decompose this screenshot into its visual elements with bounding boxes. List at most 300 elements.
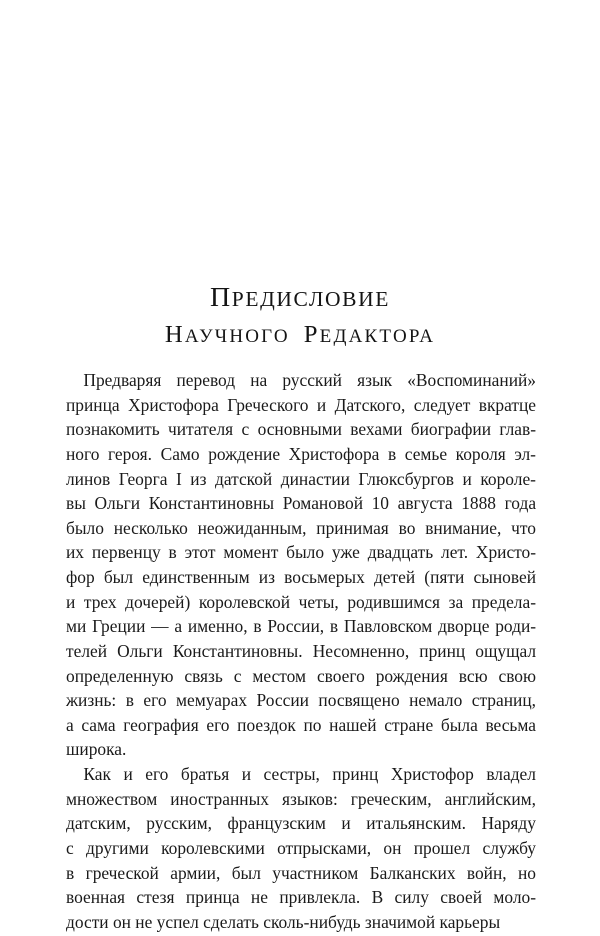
heading-initial-n: Н <box>164 321 185 348</box>
heading-space <box>290 326 304 347</box>
word-gap <box>296 713 304 738</box>
word: Греческого <box>227 394 309 415</box>
word-gap <box>111 762 124 787</box>
text-line <box>66 688 536 713</box>
word-gap <box>175 885 186 910</box>
word-gap <box>272 467 281 492</box>
word: принц <box>332 764 379 784</box>
text-line <box>66 393 536 418</box>
word: стране <box>384 714 434 735</box>
paragraph-2 <box>66 762 536 934</box>
word: родившимся <box>347 591 440 612</box>
word: военная <box>66 887 126 908</box>
word: королевской <box>198 591 291 612</box>
word-gap <box>402 417 410 442</box>
word: принца <box>185 887 240 908</box>
word: момент <box>223 542 279 563</box>
word-gap <box>371 836 383 861</box>
word: Как <box>83 764 111 784</box>
word: ощущал <box>475 640 537 661</box>
word-gap <box>363 491 372 516</box>
word: во <box>398 517 416 538</box>
word: 10 <box>371 493 389 514</box>
text-line <box>66 540 536 565</box>
word-gap <box>261 861 272 886</box>
word-gap <box>389 516 399 541</box>
word-gap <box>95 565 104 590</box>
word-gap <box>104 516 114 541</box>
word: основными <box>257 419 342 440</box>
word: язык <box>357 370 393 390</box>
word: несколько <box>113 517 188 538</box>
word: участником <box>272 862 359 883</box>
word: по <box>303 714 322 735</box>
word: телей <box>66 640 108 661</box>
word: Несомненно, <box>312 640 410 661</box>
text-line <box>66 516 536 541</box>
word-gap <box>125 885 136 910</box>
word-gap <box>448 664 459 689</box>
word: английским, <box>444 788 537 809</box>
word: этот <box>184 542 216 563</box>
word: датским, <box>66 813 131 834</box>
word-gap <box>230 713 238 738</box>
word: своего <box>316 665 365 686</box>
word-gap <box>401 836 413 861</box>
word: Константиновны. <box>172 640 303 661</box>
word: В <box>371 887 384 908</box>
word-gap <box>250 565 259 590</box>
word: Само <box>160 443 200 464</box>
text-line <box>66 885 536 910</box>
word-gap <box>324 540 332 565</box>
word-gap <box>482 885 493 910</box>
text-line <box>66 762 536 787</box>
word-gap <box>240 885 251 910</box>
heading-rest-redaktora: ЕДАКТОРА <box>319 326 436 347</box>
word-gap <box>268 885 279 910</box>
word-gap <box>280 442 289 467</box>
word-gap <box>219 393 227 418</box>
word: в <box>329 616 339 637</box>
word: моло- <box>493 887 537 908</box>
word-gap <box>131 811 147 836</box>
word: Христофора <box>288 443 380 464</box>
word: но <box>517 862 536 883</box>
word-gap <box>342 417 350 442</box>
word-gap <box>267 368 282 393</box>
word: Христо- <box>475 542 537 563</box>
word: Ольги <box>117 640 163 661</box>
word-gap <box>378 762 391 787</box>
word: греческой <box>85 862 159 883</box>
text-line <box>66 614 536 639</box>
word: местом <box>252 665 307 686</box>
word: прошел <box>413 837 471 858</box>
word-gap <box>377 713 385 738</box>
word: жизнь: <box>66 690 117 711</box>
word: династии <box>280 468 350 489</box>
word-gap <box>107 639 117 664</box>
word: России <box>256 690 309 711</box>
word: было <box>66 517 104 538</box>
word: в <box>387 443 397 464</box>
word-gap <box>251 762 264 787</box>
word: Балканских <box>369 862 456 883</box>
word-gap <box>117 590 126 615</box>
word: отпрысками, <box>277 837 372 858</box>
word: королевскими <box>161 837 265 858</box>
word: в <box>66 862 75 883</box>
word: фор <box>66 567 95 587</box>
word-gap <box>206 467 215 492</box>
text-line: широка. <box>66 739 127 760</box>
word-gap <box>429 885 440 910</box>
word: владел <box>486 764 536 784</box>
word: их <box>66 542 85 563</box>
word-gap <box>496 491 505 516</box>
word-gap <box>134 688 143 713</box>
word-gap <box>265 836 277 861</box>
word-gap <box>74 861 85 886</box>
word-gap <box>338 787 351 812</box>
word-gap <box>350 467 359 492</box>
word-gap <box>463 590 472 615</box>
word-gap <box>303 639 313 664</box>
heading-rest-nauchnogo: АУЧНОГО <box>184 326 290 347</box>
line-indent <box>66 762 83 787</box>
word: всю <box>458 665 488 686</box>
word-gap <box>274 491 283 516</box>
word: роди- <box>495 616 537 637</box>
word-gap <box>309 688 318 713</box>
word-gap <box>433 540 441 565</box>
word: русским, <box>146 813 212 834</box>
word-gap <box>200 442 209 467</box>
word-gap <box>74 836 86 861</box>
word: и <box>66 591 76 612</box>
word: рождения <box>375 665 448 686</box>
word: было <box>286 542 325 563</box>
word-gap <box>229 762 242 787</box>
word: с <box>233 665 242 686</box>
word-gap <box>447 442 456 467</box>
word-gap <box>84 540 92 565</box>
word-gap <box>454 467 463 492</box>
word-gap <box>470 836 482 861</box>
word: ми <box>66 616 87 637</box>
word: линов <box>66 468 111 489</box>
word: русский <box>282 370 342 390</box>
word-gap <box>453 491 462 516</box>
text-line <box>66 565 536 590</box>
word-gap <box>149 836 161 861</box>
word-gap <box>507 861 518 886</box>
word: на <box>250 370 268 390</box>
word: братья <box>180 764 230 784</box>
word-gap <box>468 540 476 565</box>
word: предела- <box>471 591 536 612</box>
text-line <box>66 836 536 861</box>
word: страниц, <box>471 690 536 711</box>
word: не <box>250 887 268 908</box>
word-gap <box>400 688 409 713</box>
word: принца <box>66 394 120 415</box>
word-gap <box>415 565 424 590</box>
word: вы <box>66 493 86 514</box>
word-gap <box>432 787 445 812</box>
word: определенную <box>66 665 174 686</box>
word: в <box>125 690 134 711</box>
word: в <box>253 616 262 637</box>
word-gap <box>278 540 286 565</box>
word: стезя <box>136 887 175 908</box>
word-gap <box>249 417 257 442</box>
word: греческим, <box>350 788 432 809</box>
word-gap <box>220 861 231 886</box>
word-gap <box>440 590 449 615</box>
word: Греции <box>92 616 146 637</box>
word-gap <box>168 762 181 787</box>
word-gap <box>290 590 299 615</box>
word: семье <box>404 443 448 464</box>
word-gap <box>306 516 316 541</box>
word-gap <box>415 516 425 541</box>
heading-initial-r: Р <box>303 321 320 348</box>
word: поездок <box>237 714 296 735</box>
word: его <box>145 764 169 784</box>
word: вкратце <box>478 394 536 415</box>
word: и <box>123 764 133 784</box>
chapter-heading <box>0 283 600 351</box>
word: сестры, <box>263 764 320 784</box>
word: иностранных <box>170 788 269 809</box>
word: биографии <box>410 419 492 440</box>
word-gap <box>360 885 371 910</box>
word: единственным <box>142 567 250 587</box>
word-gap <box>177 540 185 565</box>
word-gap <box>116 713 124 738</box>
text-line <box>66 811 536 836</box>
word-gap <box>506 442 515 467</box>
word: он <box>383 837 402 858</box>
word-gap <box>269 787 282 812</box>
text-line <box>66 491 536 516</box>
word: (пяти <box>424 567 465 587</box>
word: дочерей) <box>125 591 191 612</box>
heading-initial-p: П <box>210 282 232 313</box>
word: Ольги <box>94 493 141 514</box>
text-line <box>66 664 536 689</box>
word-gap <box>351 811 367 836</box>
word-gap <box>199 713 207 738</box>
word: именно, <box>187 616 248 637</box>
word: героя. <box>107 443 153 464</box>
word: двадцать <box>367 542 434 563</box>
word: мемуарах <box>176 690 248 711</box>
heading-rest-predislovie: РЕДИСЛОВИЕ <box>231 287 390 311</box>
word-gap <box>360 540 368 565</box>
word-gap <box>491 417 499 442</box>
word: его <box>143 690 167 711</box>
text-line <box>66 590 536 615</box>
word-gap <box>326 811 342 836</box>
word: следует <box>413 394 471 415</box>
word-gap <box>275 565 284 590</box>
word: сыновей <box>473 567 537 587</box>
word: неожиданным, <box>197 517 307 538</box>
word: первенцу <box>91 542 161 563</box>
word: четы, <box>298 591 339 612</box>
word-gap <box>215 540 223 565</box>
word: Наряду <box>481 813 536 834</box>
word: его <box>206 714 230 735</box>
word: Глюксбургов <box>358 468 454 489</box>
word-gap <box>365 565 374 590</box>
word: а <box>66 714 74 735</box>
word: другими <box>86 837 149 858</box>
word-gap <box>466 811 482 836</box>
word-gap <box>212 811 228 836</box>
word-gap <box>247 688 256 713</box>
line-indent <box>66 368 83 393</box>
paragraph-1 <box>66 368 536 762</box>
word: августа <box>397 493 453 514</box>
word-gap <box>342 368 357 393</box>
word-gap <box>389 491 398 516</box>
text-line <box>66 787 536 812</box>
word-gap <box>501 516 511 541</box>
word-gap <box>157 787 170 812</box>
word: география <box>123 714 199 735</box>
word: посвящено <box>318 690 400 711</box>
word-gap <box>326 393 334 418</box>
word-gap <box>433 713 441 738</box>
word: и <box>241 764 252 784</box>
word-gap <box>75 590 84 615</box>
word-gap <box>160 417 168 442</box>
word-gap <box>235 368 250 393</box>
word: свою <box>498 665 536 686</box>
word-gap <box>365 664 376 689</box>
word: армии, <box>170 862 221 883</box>
word: лет. <box>441 542 469 563</box>
word: восьмерых <box>284 567 365 587</box>
word-gap <box>99 442 108 467</box>
word-gap <box>392 368 407 393</box>
word: Георга <box>118 468 168 489</box>
word: внимание, <box>425 517 502 538</box>
word-gap <box>167 688 176 713</box>
word-gap <box>173 664 184 689</box>
word-gap <box>133 565 142 590</box>
word: множеством <box>66 788 158 809</box>
word-gap <box>472 467 481 492</box>
word-gap <box>308 393 316 418</box>
word: глав- <box>499 419 537 440</box>
word-gap <box>405 393 413 418</box>
word-gap <box>383 885 394 910</box>
word: был <box>231 862 261 883</box>
word: французским <box>227 813 326 834</box>
text-line <box>66 368 536 393</box>
word: эл- <box>514 443 536 464</box>
body-text-block <box>66 368 536 934</box>
word: сама <box>81 714 116 735</box>
word: Романовой <box>282 493 364 514</box>
word-gap <box>133 762 146 787</box>
word-gap <box>233 417 241 442</box>
word: привлекла. <box>279 887 361 908</box>
word: принимая <box>316 517 389 538</box>
word-gap <box>163 639 173 664</box>
word: языков: <box>281 788 338 809</box>
word-gap <box>488 664 499 689</box>
word-gap <box>478 713 486 738</box>
word-gap <box>456 861 467 886</box>
word: из <box>258 567 275 587</box>
word: нашей <box>329 714 377 735</box>
word: рождение <box>208 443 281 464</box>
chapter-heading-line-1 <box>0 283 600 314</box>
word-gap <box>116 688 125 713</box>
word: детей <box>373 567 416 587</box>
word-gap <box>306 664 317 689</box>
word: Христофор <box>390 764 474 784</box>
word-gap <box>474 762 487 787</box>
word: с <box>66 837 74 858</box>
word: своей <box>440 887 483 908</box>
word: немало <box>409 690 463 711</box>
word-gap <box>159 861 170 886</box>
word-gap <box>339 590 348 615</box>
word: связь <box>184 665 223 686</box>
word-gap <box>140 491 149 516</box>
word-gap <box>358 861 369 886</box>
word-gap <box>379 442 388 467</box>
word-gap <box>182 467 191 492</box>
text-line <box>66 467 536 492</box>
word: был <box>103 567 134 587</box>
word: силу <box>394 887 429 908</box>
word: за <box>448 591 464 612</box>
word-gap <box>161 368 176 393</box>
word: Константиновны <box>148 493 275 514</box>
word: дворце <box>438 616 490 637</box>
word: Датского, <box>334 394 406 415</box>
word: перевод <box>176 370 236 390</box>
word: Предваряя <box>83 370 162 390</box>
word: 1888 <box>461 493 496 514</box>
word: познакомить <box>66 419 160 440</box>
word: короле- <box>480 468 536 489</box>
word-gap <box>167 467 176 492</box>
word: вехами <box>350 419 403 440</box>
word-gap <box>110 467 119 492</box>
text-line <box>66 442 536 467</box>
word-gap <box>464 565 473 590</box>
word-gap <box>409 639 419 664</box>
word: России, <box>267 616 325 637</box>
word: из <box>190 468 207 489</box>
word: уже <box>331 542 360 563</box>
word-gap <box>161 540 169 565</box>
word: короля <box>455 443 506 464</box>
word: и <box>341 813 351 834</box>
word: и <box>316 394 327 415</box>
text-line <box>66 417 536 442</box>
word-gap <box>462 688 471 713</box>
